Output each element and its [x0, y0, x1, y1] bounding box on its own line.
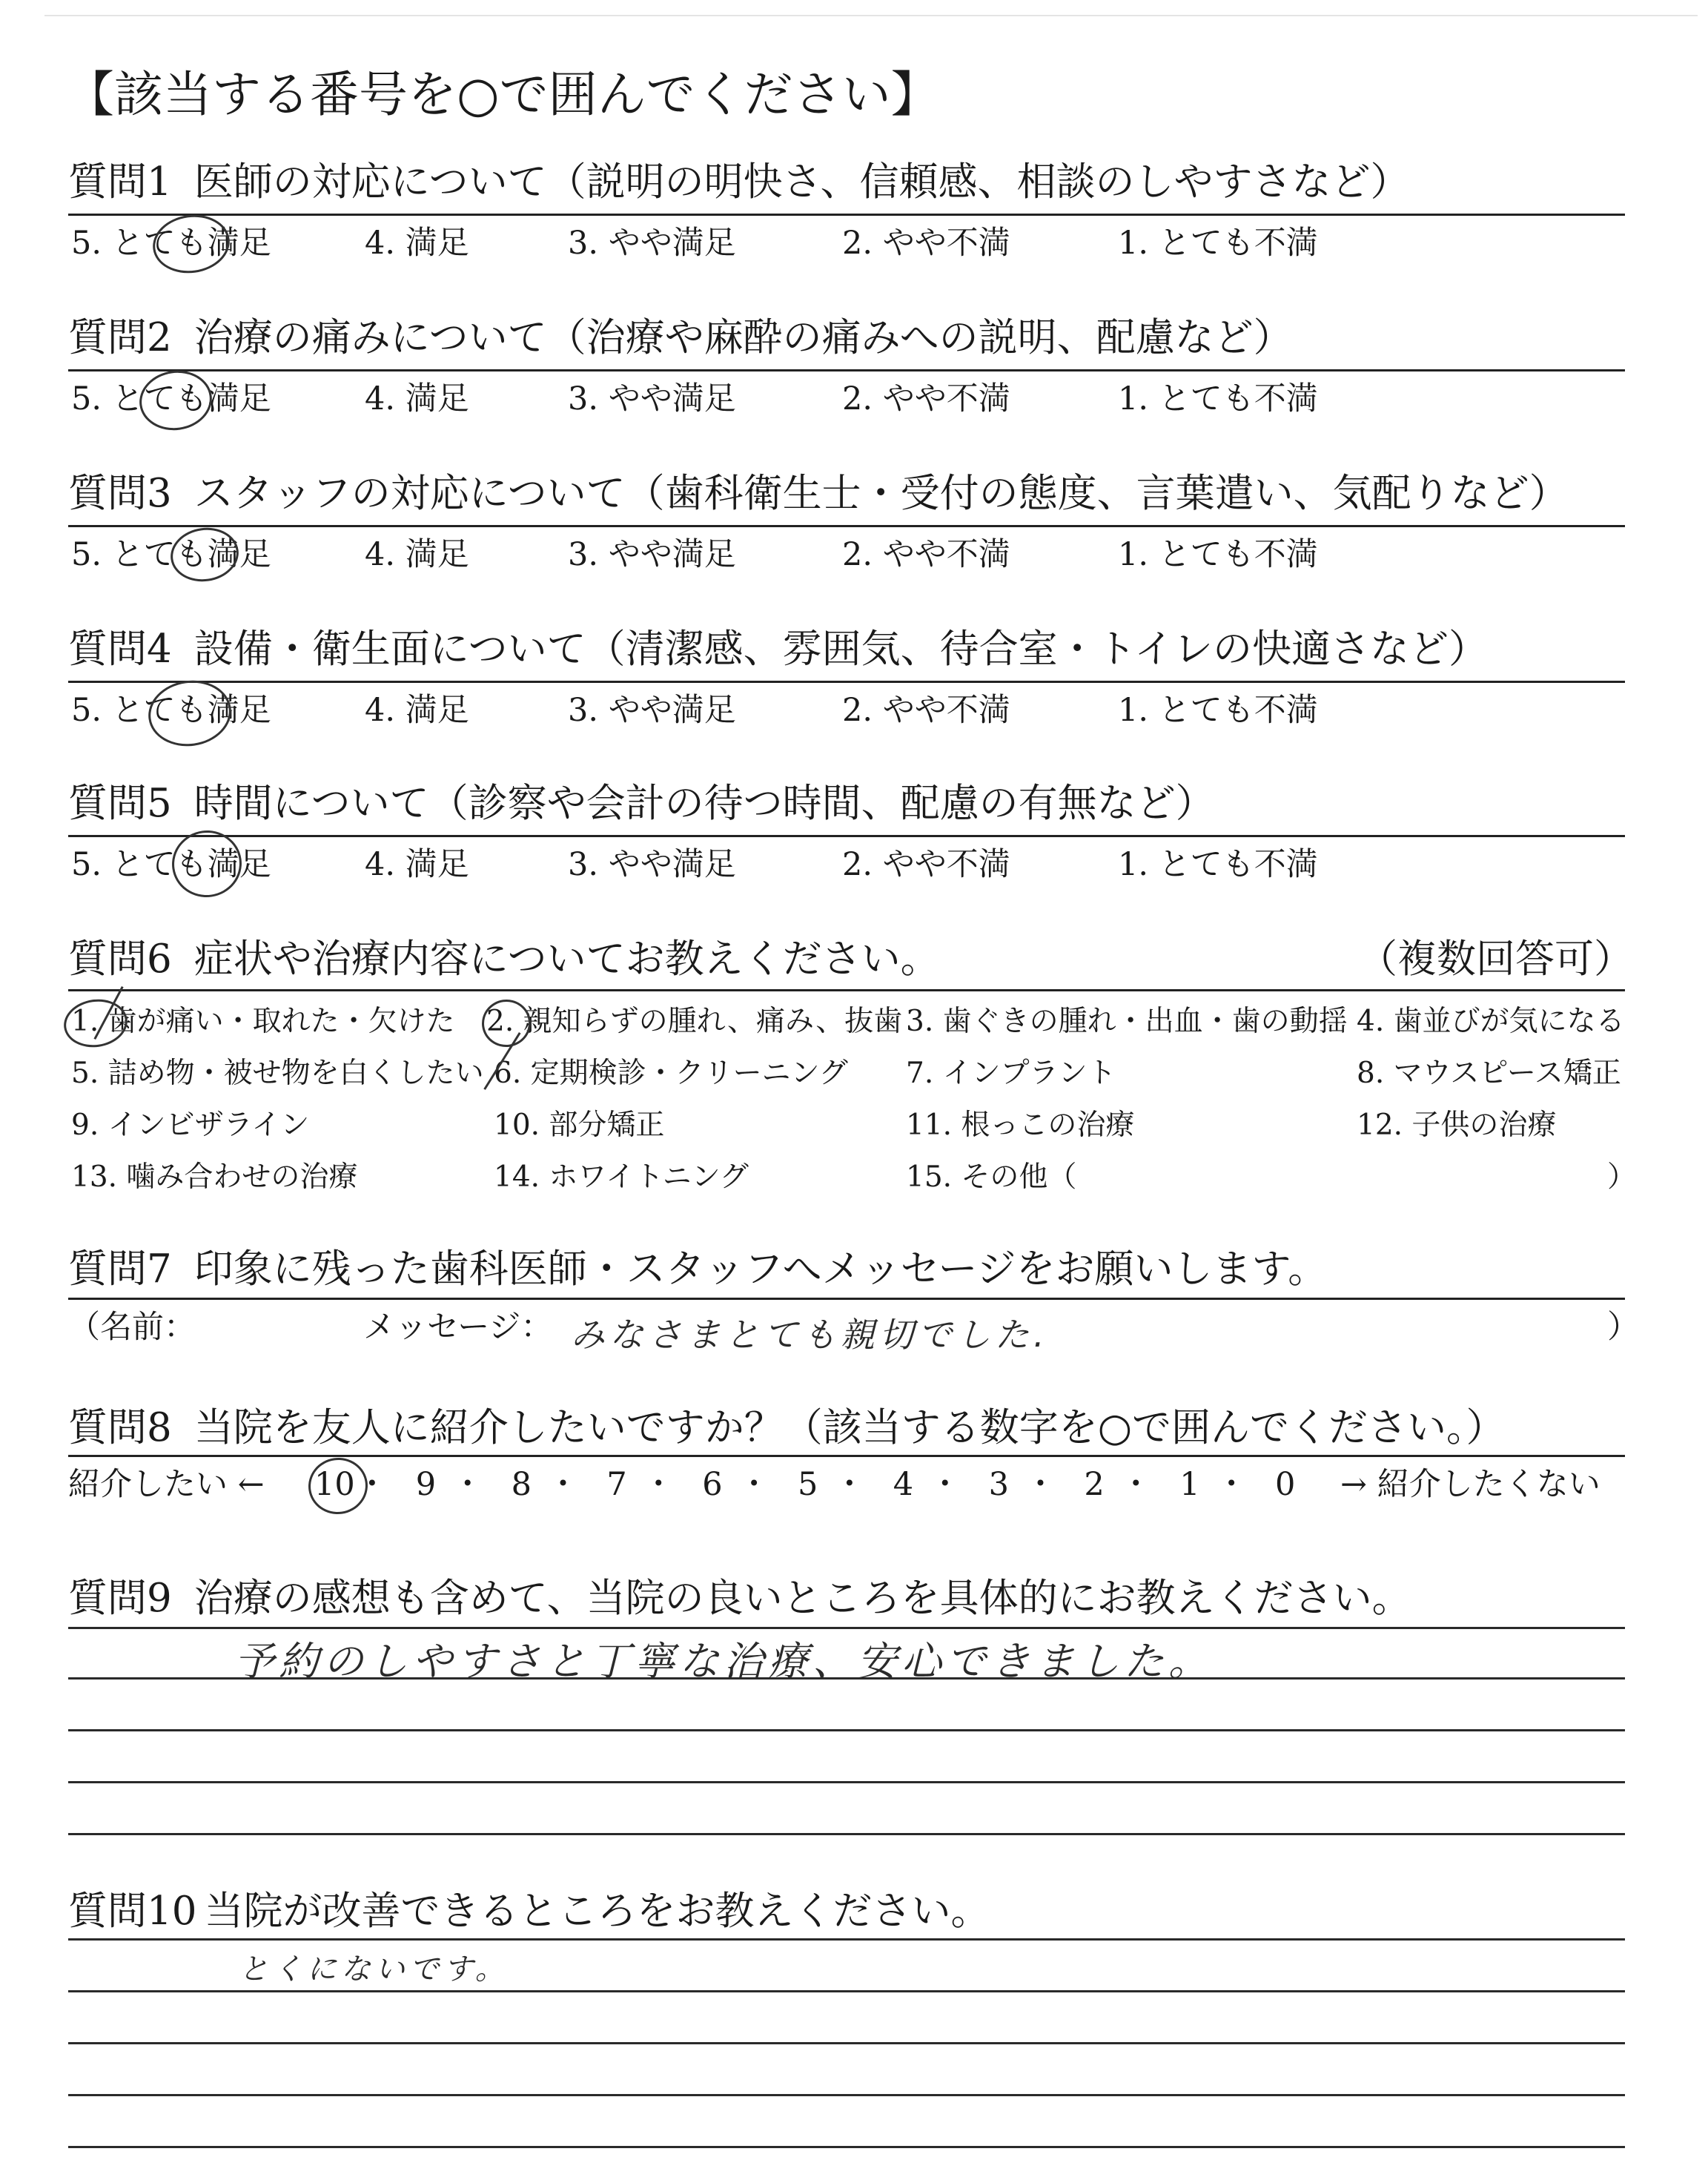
- q3-option-4[interactable]: 4. 満足: [365, 536, 469, 573]
- q5-text: 時間について（診察や会計の待つ時間、配慮の有無など）: [193, 781, 1215, 826]
- q4-option-3[interactable]: 3. やや満足: [568, 692, 736, 729]
- q2-number: 質問2: [68, 315, 172, 360]
- q8-scale-separator: ・: [738, 1466, 770, 1503]
- q6-option-11[interactable]: 11. 根っこの治療: [906, 1109, 1135, 1142]
- q9-line-3: [68, 1729, 1625, 1731]
- q6-option-13[interactable]: 13. 噛み合わせの治療: [71, 1160, 358, 1194]
- q9-answer-handwriting[interactable]: 予約のしやすさと丁寧な治療、安心できました。: [234, 1638, 1213, 1685]
- q5-option-3[interactable]: 3. やや満足: [568, 846, 736, 883]
- q8-text: 当院を友人に紹介したいですか？（該当する数字を○で囲んでください。）: [193, 1405, 1506, 1450]
- q5-number: 質問5: [68, 781, 172, 826]
- q8-number: 質問8: [68, 1405, 172, 1450]
- q8-scale-8[interactable]: 8: [511, 1466, 532, 1503]
- q10-line-2: [68, 1990, 1625, 1992]
- q1-option-2[interactable]: 2. やや不満: [842, 225, 1010, 262]
- q1-title: [68, 159, 1410, 206]
- q1-option-3[interactable]: 3. やや満足: [568, 225, 736, 262]
- q3-option-3[interactable]: 3. やや満足: [568, 536, 736, 573]
- q8-scale-0[interactable]: 0: [1275, 1466, 1296, 1503]
- q7-title: [68, 1246, 1327, 1293]
- q6-option-12[interactable]: 12. 子供の治療: [1357, 1109, 1557, 1142]
- q5-option-4[interactable]: 4. 満足: [365, 846, 469, 883]
- q2-title: [68, 314, 1293, 362]
- q8-scale-2[interactable]: 2: [1084, 1466, 1105, 1503]
- q1-option-5[interactable]: 5. とても満足: [71, 225, 271, 262]
- q4-option-2[interactable]: 2. やや不満: [842, 692, 1010, 729]
- q8-scale-separator: ・: [929, 1466, 961, 1503]
- q9-line-5: [68, 1833, 1625, 1835]
- q8-underline: [68, 1455, 1625, 1457]
- q6-option-14[interactable]: 14. ホワイトニング: [494, 1160, 749, 1194]
- q6-option-9[interactable]: 9. インビザライン: [71, 1109, 310, 1142]
- q5-underline: [68, 835, 1625, 837]
- q8-scale-separator: ・: [1215, 1466, 1248, 1503]
- q1-selection-circle: [149, 210, 234, 278]
- q2-option-4[interactable]: 4. 満足: [365, 380, 469, 417]
- q6-option-4[interactable]: 4. 歯並びが気になる: [1357, 1005, 1625, 1038]
- q10-line-1: [68, 1938, 1625, 1941]
- q4-option-5[interactable]: 5. とても満足: [71, 692, 271, 729]
- q2-option-5[interactable]: 5. とても満足: [71, 380, 271, 417]
- q6-number: 質問6: [68, 937, 172, 982]
- q10-line-4: [68, 2094, 1625, 2096]
- q8-scale-separator: ・: [451, 1466, 484, 1503]
- q9-number: 質問9: [68, 1576, 172, 1621]
- q4-selection-circle: [144, 676, 235, 752]
- q10-line-3: [68, 2042, 1625, 2044]
- q6-other-close-paren: ）: [1607, 1160, 1637, 1194]
- q6-option-3[interactable]: 3. 歯ぐきの腫れ・出血・歯の動揺: [906, 1005, 1348, 1038]
- q1-number: 質問1: [68, 159, 172, 205]
- q6-option-10[interactable]: 10. 部分矯正: [494, 1109, 665, 1142]
- q8-scale-7[interactable]: 7: [606, 1466, 627, 1503]
- q6-option-1[interactable]: 1. 歯が痛い・取れた・欠けた: [71, 1005, 455, 1038]
- q3-option-5[interactable]: 5. とても満足: [71, 536, 271, 573]
- q4-text: 設備・衛生面について（清潔感、雰囲気、待合室・トイレの快適さなど）: [193, 627, 1489, 672]
- q8-scale-1[interactable]: 1: [1179, 1466, 1200, 1503]
- q2-underline: [68, 369, 1625, 371]
- top-border: [44, 15, 1698, 16]
- q9-line-4: [68, 1781, 1625, 1783]
- q8-scale-5[interactable]: 5: [798, 1466, 818, 1503]
- q6-note: （複数回答可）: [1358, 937, 1633, 982]
- q7-text: 印象に残った歯科医師・スタッフへメッセージをお願いします。: [193, 1246, 1328, 1292]
- q8-scale-3[interactable]: 3: [988, 1466, 1009, 1503]
- q7-close-paren: ）: [1607, 1309, 1639, 1346]
- q7-underline: [68, 1298, 1625, 1300]
- q8-right-label: → 紹介したくない: [1340, 1466, 1601, 1503]
- q2-option-2[interactable]: 2. やや不満: [842, 380, 1010, 417]
- q3-option-2[interactable]: 2. やや不満: [842, 536, 1010, 573]
- q8-scale-separator: ・: [642, 1466, 675, 1503]
- q2-option-3[interactable]: 3. やや満足: [568, 380, 736, 417]
- q8-scale-separator: ・: [356, 1466, 388, 1503]
- q3-title: [68, 470, 1569, 518]
- q6-option-5[interactable]: 5. 詰め物・被せ物を白くしたい: [71, 1057, 484, 1090]
- q10-title: [68, 1888, 990, 1935]
- q5-option-1[interactable]: 1. とても不満: [1118, 846, 1318, 883]
- q8-scale-separator: ・: [1025, 1466, 1056, 1503]
- q6-option-6[interactable]: 6. 定期検診・クリーニング: [494, 1057, 848, 1090]
- q10-line-5: [68, 2146, 1625, 2148]
- q6-option-15[interactable]: 15. その他（: [906, 1160, 1077, 1194]
- q5-title: [68, 780, 1215, 828]
- q6-option-2[interactable]: 2. 親知らずの腫れ、痛み、抜歯: [486, 1005, 903, 1038]
- q9-title: [68, 1575, 1411, 1622]
- q10-text: 当院が改善できるところをお教えください。: [204, 1889, 990, 1934]
- q3-selection-circle: [167, 524, 242, 586]
- q9-line-2: [68, 1677, 1625, 1680]
- q8-scale-separator: ・: [1119, 1466, 1152, 1503]
- q6-text: 症状や治療内容についてお教えください。: [193, 937, 940, 982]
- q5-option-5[interactable]: 5. とても満足: [71, 846, 271, 883]
- q2-text: 治療の痛みについて（治療や麻酔の痛みへの説明、配慮など）: [193, 315, 1293, 360]
- q4-option-4[interactable]: 4. 満足: [365, 692, 469, 729]
- q8-scale-separator: ・: [833, 1466, 866, 1503]
- q8-title: [68, 1404, 1505, 1452]
- q6-option-7[interactable]: 7. インプラント: [906, 1057, 1116, 1090]
- q1-underline: [68, 214, 1625, 216]
- q9-text: 治療の感想も含めて、当院の良いところを具体的にお教えください。: [193, 1576, 1411, 1621]
- q6-title: [68, 936, 940, 983]
- q3-text: スタッフの対応について（歯科衛生士・受付の態度、言葉遣い、気配りなど）: [193, 471, 1569, 516]
- q2-option-1[interactable]: 1. とても不満: [1118, 380, 1318, 417]
- q9-line-1: [68, 1627, 1625, 1629]
- q2-selection-circle: [136, 366, 216, 435]
- q1-text: 医師の対応について（説明の明快さ、信頼感、相談のしやすさなど）: [193, 159, 1410, 205]
- q8-left-label: 紹介したい ←: [68, 1466, 265, 1503]
- q8-scale-6[interactable]: 6: [702, 1466, 723, 1503]
- q8-selection-circle: [305, 1454, 371, 1518]
- q7-message-handwriting[interactable]: みなさまとても親切でした.: [571, 1315, 1049, 1355]
- q4-title: [68, 626, 1488, 673]
- q8-scale-separator: ・: [547, 1466, 579, 1503]
- q8-scale-10[interactable]: 10: [314, 1466, 355, 1503]
- q6-underline: [68, 989, 1625, 991]
- q10-number: 質問10: [68, 1889, 197, 1934]
- q3-underline: [68, 525, 1625, 527]
- q10-answer-handwriting[interactable]: とくにないです。: [239, 1952, 509, 1986]
- q7-name-label: （名前：: [68, 1309, 196, 1346]
- q8-scale-4[interactable]: 4: [893, 1466, 914, 1503]
- q4-option-1[interactable]: 1. とても不満: [1118, 692, 1318, 729]
- q5-option-2[interactable]: 2. やや不満: [842, 846, 1010, 883]
- q7-number: 質問7: [68, 1246, 172, 1292]
- q3-option-1[interactable]: 1. とても不満: [1118, 536, 1318, 573]
- q4-number: 質問4: [68, 627, 172, 672]
- q4-underline: [68, 681, 1625, 683]
- q1-option-1[interactable]: 1. とても不満: [1118, 225, 1318, 262]
- q6-option-8[interactable]: 8. マウスピース矯正: [1357, 1057, 1621, 1090]
- page-header: 【該当する番号を○で囲んでください】: [65, 66, 940, 123]
- q7-message-label: メッセージ：: [363, 1309, 553, 1346]
- q1-option-4[interactable]: 4. 満足: [365, 225, 469, 262]
- q5-selection-circle: [168, 826, 246, 902]
- q8-scale-9[interactable]: 9: [415, 1466, 437, 1503]
- q3-number: 質問3: [68, 471, 172, 516]
